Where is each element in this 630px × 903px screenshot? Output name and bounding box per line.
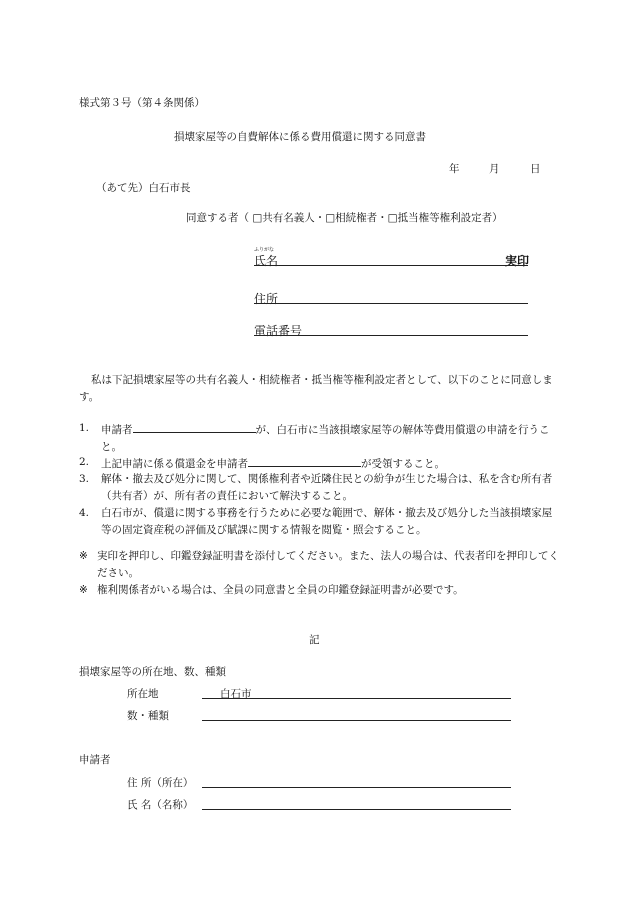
location-value: 白石市	[220, 688, 252, 700]
item-post: が、白石市に当該損壊家屋等の解体等費用償還の申請を行うこと。	[101, 424, 550, 453]
location-line[interactable]	[202, 698, 511, 699]
count-type-line[interactable]	[202, 720, 511, 721]
date-day: 日	[530, 163, 541, 175]
list-item	[79, 420, 559, 454]
list-item	[79, 471, 559, 505]
note-text: 実印を押印し、印鑑登録証明書を添付してください。また、法人の場合は、代表者印を押印してください。	[97, 550, 559, 579]
item-number: 3.	[79, 473, 90, 485]
ki-heading: 記	[309, 634, 320, 646]
property-heading: 損壊家屋等の所在地、数、種類	[79, 666, 226, 678]
consenter-type: 同意する者（ □共有名義人・□相続権者・□抵当権等権利設定者）	[186, 212, 503, 224]
item-pre: 申請者	[101, 424, 133, 436]
applicant-name-line[interactable]	[202, 809, 511, 810]
list-item	[79, 505, 559, 539]
list-item	[79, 454, 559, 471]
count-type-label: 数・種類	[127, 710, 169, 722]
note	[79, 582, 559, 599]
note-mark: ※	[79, 584, 88, 596]
name-label: 氏名	[254, 254, 279, 268]
note-mark: ※	[79, 550, 88, 562]
date-year: 年	[449, 163, 460, 175]
document-title: 損壊家屋等の自費解体に係る費用償還に関する同意書	[174, 131, 426, 143]
applicant-address-line[interactable]	[202, 787, 511, 788]
date-month: 月	[489, 163, 500, 175]
note	[79, 548, 559, 582]
applicant-heading: 申請者	[79, 754, 111, 766]
applicant-blank[interactable]	[133, 420, 256, 433]
item-number: 2.	[79, 456, 90, 468]
phone-label: 電話番号	[254, 324, 303, 338]
address-label: 住所	[254, 292, 279, 306]
addressee: （あて先）白石市長	[96, 182, 191, 194]
item-text: 解体・撤去及び処分に関して、関係権利者や近隣住民との紛争が生じた場合は、私を含む所有者（共有者）が、所有者の責任において解決すること。	[101, 473, 553, 502]
address-line[interactable]	[254, 303, 528, 304]
location-label: 所在地	[127, 688, 159, 700]
recipient-blank[interactable]	[248, 454, 361, 467]
form-number: 様式第３号（第４条関係）	[79, 97, 205, 109]
item-text: 白石市が、償還に関する事務を行うために必要な範囲で、解体・撤去及び処分した当該損壊家屋等の固定資産税の評価及び賦課に関する情報を閲覧・照会すること。	[101, 507, 553, 536]
item-text	[101, 420, 559, 456]
item-pre: 上記申請に係る償還金を申請者	[101, 458, 248, 470]
item-number: 1.	[79, 422, 90, 434]
applicant-name-label: 氏 名（名称）	[127, 799, 194, 811]
item-post: が受領すること。	[361, 458, 445, 470]
furigana-label: ふりがな	[254, 247, 275, 253]
note-text: 権利関係者がいる場合は、全員の同意書と全員の印鑑登録証明書が必要です。	[97, 584, 464, 596]
seal-label: 実印	[505, 254, 530, 268]
phone-line[interactable]	[254, 335, 528, 336]
applicant-address-label: 住 所（所在）	[127, 777, 194, 789]
item-number: 4.	[79, 507, 90, 519]
intro-paragraph: 私は下記損壊家屋等の共有名義人・相続権者・抵当権等権利設定者として、以下のことに同意します。	[79, 374, 553, 403]
name-line[interactable]	[254, 265, 528, 266]
